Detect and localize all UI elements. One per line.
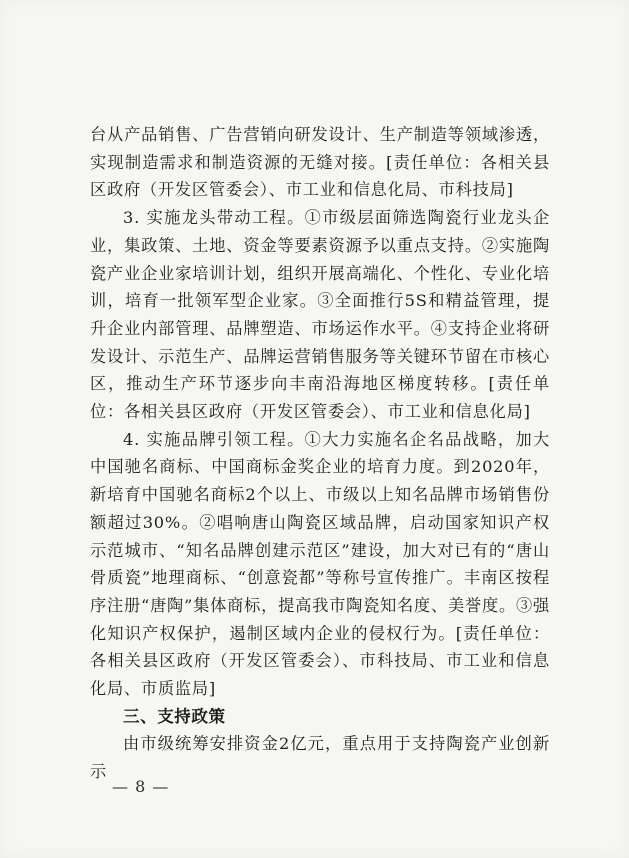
paragraph-item-3: 3. 实施龙头带动工程。①市级层面筛选陶瓷行业龙头企业，集政策、土地、资金等要素资源予以重点支持。②实施陶瓷产业企业家培训计划，组织开展高端化、个性化、专业化培训，培育一批领军型企业家。③全面推行5S和精益管理，提升企业内部管理、品牌塑造、市场运作水平。④支持企业将研发设计、示范生产、品牌运营销售服务等关键环节留在市核心区，推动生产环节逐步向丰南沿海地区梯度转移。[责任单位：各相关县区政府（开发区管委会）、市工业和信息化局] [90,208,550,422]
document-body [90,121,550,786]
page-number: — 8 — [112,777,170,796]
paragraph-item-4: 4. 实施品牌引领工程。①大力实施名企名品战略，加大中国驰名商标、中国商标金奖企业的培育力度。到2020年，新培育中国驰名商标2个以上、市级以上知名品牌市场销售份额超过30%。②唱响唐山陶瓷区域品牌，启动国家知识产权示范城市、“知名品牌创建示范区”建设，加大对已有的“唐山骨质瓷”地理商标、“创意瓷都”等称号宣传推广。丰南区按程序注册“唐陶”集体商标，提高我市陶瓷知名度、美誉度。③强化知识产权保护，遏制区域内企业的侵权行为。[责任单位：各相关县区政府（开发区管委会）、市科技局、市工业和信息化局、市质监局] [90,429,550,699]
paragraph-continuation: 台从产品销售、广告营销向研发设计、生产制造等领域渗透，实现制造需求和制造资源的无缝对接。[责任单位：各相关县区政府（开发区管委会）、市工业和信息化局、市科技局] [90,125,550,200]
paragraph-policy: 由市级统筹安排资金2亿元，重点用于支持陶瓷产业创新示 [90,734,550,782]
section-heading: 三、支持政策 [123,706,226,726]
